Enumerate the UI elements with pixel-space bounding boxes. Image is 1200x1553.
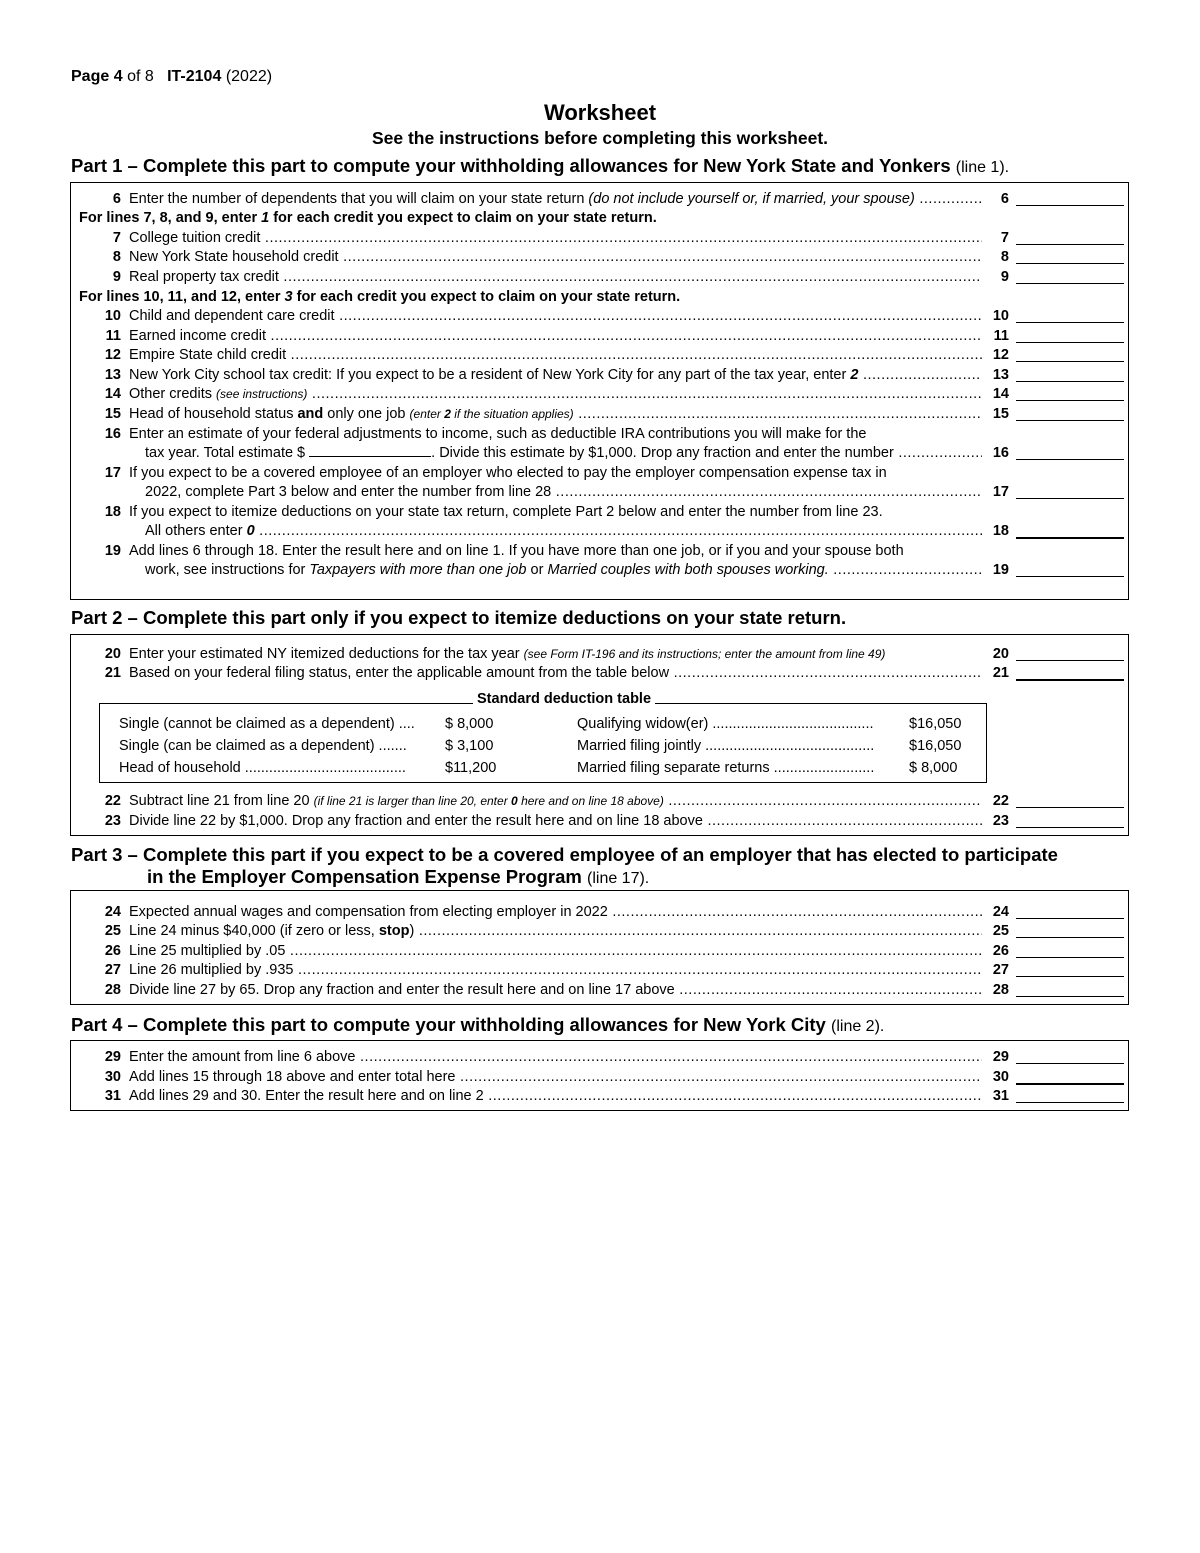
line-18: 18 If you expect to itemize deductions on your state tax return, complete Part 2 below and enter the number from line 23. — [104, 504, 883, 520]
line-24: 24 Expected annual wages and compensation from electing employer in 2022 ..... 24 — [71, 903, 1130, 922]
line-20: 20 Enter your estimated NY itemized deductions for the tax year (see Form IT-196 and its instructions; enter the amount from line 49) 20 — [71, 645, 1130, 664]
line-9: 9 Real property tax credit ..... 9 — [71, 268, 1130, 287]
line-25: 25 Line 24 minus $40,000 (if zero or less, stop) ..... 25 — [71, 922, 1130, 941]
page-header — [71, 68, 272, 86]
line-27-input[interactable] — [1016, 976, 1124, 977]
line-6-input[interactable] — [1016, 205, 1124, 206]
line-16-input[interactable] — [1016, 459, 1124, 460]
line-7-input[interactable] — [1016, 244, 1124, 245]
line-20-input[interactable] — [1016, 660, 1124, 661]
part1-box — [70, 182, 1129, 600]
line-9-input[interactable] — [1016, 283, 1124, 284]
line-10: 10 Child and dependent care credit ..... 10 — [71, 307, 1130, 326]
line-19: 19 Add lines 6 through 18. Enter the result here and on line 1. If you have more than one job, or if you and your spouse both — [104, 543, 904, 559]
page-total: of 8 — [127, 68, 154, 85]
line-23: 23 Divide line 22 by $1,000. Drop any fraction and enter the result here and on line 18 above ..... 23 — [71, 812, 1130, 831]
worksheet-title: Worksheet — [543, 100, 657, 125]
line-26: 26 Line 25 multiplied by .05 ..... 26 — [71, 942, 1130, 961]
part4-box — [70, 1040, 1129, 1111]
line-15-input[interactable] — [1016, 420, 1124, 421]
line-13-input[interactable] — [1016, 381, 1124, 382]
form-year: (2022) — [225, 68, 273, 85]
line-11-input[interactable] — [1016, 342, 1124, 343]
line-6: 6 Enter the number of dependents that you will claim on your state return (do not include yourself or, if married, your spouse) ..... 6 — [71, 190, 1130, 209]
sdt-status: Single (cannot be claimed as a dependent) .... — [119, 716, 415, 732]
line-8-input[interactable] — [1016, 263, 1124, 264]
line-28-input[interactable] — [1016, 996, 1124, 997]
line-7: 7 College tuition credit ..... 7 — [71, 229, 1130, 248]
line-26-input[interactable] — [1016, 957, 1124, 958]
line-18-cont: All others enter 0 ..... 18 — [71, 522, 1130, 541]
sdt-amount: $16,050 — [909, 738, 962, 754]
line-30-input[interactable] — [1016, 1083, 1124, 1085]
worksheet-subtitle: See the instructions before completing this worksheet. — [371, 128, 829, 148]
line-30: 30 Add lines 15 through 18 above and enter total here ..... 30 — [71, 1068, 1130, 1087]
sdt-status: Married filing separate returns ......................... — [577, 760, 875, 776]
line-27: 27 Line 26 multiplied by .935 ..... 27 — [71, 961, 1130, 980]
sdt-status: Single (can be claimed as a dependent) ....... — [119, 738, 407, 754]
line-18-input[interactable] — [1016, 537, 1124, 539]
line-28: 28 Divide line 27 by 65. Drop any fraction and enter the result here and on line 17 above ..... 28 — [71, 981, 1130, 1000]
line-24-input[interactable] — [1016, 918, 1124, 919]
line-19-cont: work, see instructions for Taxpayers with more than one job or Married couples with both spouses working. ..... 19 — [71, 561, 1130, 580]
line-21: 21 Based on your federal filing status, enter the applicable amount from the table below ..... 21 — [71, 664, 1130, 683]
page-label: Page — [71, 68, 110, 85]
form-number: IT-2104 — [167, 68, 222, 85]
line-16-cont: tax year. Total estimate $ . Divide this estimate by $1,000. Drop any fraction and enter the number ..... 16 — [71, 444, 1130, 463]
part1-heading: Part 1 – Complete this part to compute your withholding allowances for New York State and Yonkers (line 1). — [71, 155, 1010, 176]
line-17: 17 If you expect to be a covered employee of an employer who elected to pay the employer compensation expense tax in — [104, 465, 887, 481]
sdt-status: Head of household ........................................ — [119, 760, 406, 776]
line-17-cont: 2022, complete Part 3 below and enter the number from line 28 ..... 17 — [71, 483, 1130, 502]
line-14-input[interactable] — [1016, 400, 1124, 401]
sdt-caption-wrap — [99, 692, 987, 706]
line-14: 14 Other credits (see instructions) ..... 14 — [71, 385, 1130, 404]
line-25-input[interactable] — [1016, 937, 1124, 938]
sdt-status: Married filing jointly .......................................... — [577, 738, 875, 754]
sdt-amount: $11,200 — [445, 760, 497, 776]
page-number: 4 — [113, 68, 123, 85]
line-16: 16 Enter an estimate of your federal adjustments to income, such as deductible IRA contributions you will make for the — [104, 426, 867, 442]
sdt-amount: $ 8,000 — [909, 760, 958, 776]
sdt-amount: $16,050 — [909, 716, 962, 732]
part3-heading-cont: in the Employer Compensation Expense Program (line 17). — [147, 866, 650, 887]
sdt-status: Qualifying widow(er) ........................................ — [577, 716, 874, 732]
line-29: 29 Enter the amount from line 6 above ..... 29 — [71, 1048, 1130, 1067]
part3-heading: Part 3 – Complete this part if you expect to be a covered employee of an employer that has elected to participate — [71, 844, 1058, 865]
line-23-input[interactable] — [1016, 827, 1124, 828]
line-13: 13 New York City school tax credit: If you expect to be a resident of New York City for any part of the tax year, enter 2 ..... 13 — [71, 366, 1130, 385]
part4-heading: Part 4 – Complete this part to compute your withholding allowances for New York City (line 2). — [71, 1014, 885, 1035]
line-17-input[interactable] — [1016, 498, 1124, 499]
line-29-input[interactable] — [1016, 1063, 1124, 1064]
standard-deduction-table — [99, 703, 987, 783]
line-12: 12 Empire State child credit ..... 12 — [71, 346, 1130, 365]
line-16-estimate-input[interactable] — [309, 444, 431, 457]
line-15: 15 Head of household status and only one job (enter 2 if the situation applies) ..... 15 — [71, 405, 1130, 424]
part2-heading: Part 2 – Complete this part only if you expect to itemize deductions on your state return. — [71, 607, 847, 628]
line-21-input[interactable] — [1016, 679, 1124, 681]
sdt-amount: $ 3,100 — [445, 738, 494, 754]
part1-subhead-a: For lines 7, 8, and 9, enter 1 for each credit you expect to claim on your state return. — [79, 210, 657, 226]
line-22: 22 Subtract line 21 from line 20 (if line 21 is larger than line 20, enter 0 here and on line 18 above) ..... 22 — [71, 792, 1130, 811]
line-19-input[interactable] — [1016, 576, 1124, 577]
line-10-input[interactable] — [1016, 322, 1124, 323]
line-22-input[interactable] — [1016, 807, 1124, 808]
line-31-input[interactable] — [1016, 1102, 1124, 1103]
part2-box — [70, 634, 1129, 836]
sdt-caption: Standard deduction table — [473, 692, 655, 706]
line-8: 8 New York State household credit ..... 8 — [71, 248, 1130, 267]
line-12-input[interactable] — [1016, 361, 1124, 362]
part3-box — [70, 890, 1129, 1005]
line-11: 11 Earned income credit ..... 11 — [71, 327, 1130, 346]
sdt-amount: $ 8,000 — [445, 716, 494, 732]
part1-subhead-b: For lines 10, 11, and 12, enter 3 for each credit you expect to claim on your state return. — [79, 289, 681, 305]
line-31: 31 Add lines 29 and 30. Enter the result here and on line 2 ..... 31 — [71, 1087, 1130, 1106]
